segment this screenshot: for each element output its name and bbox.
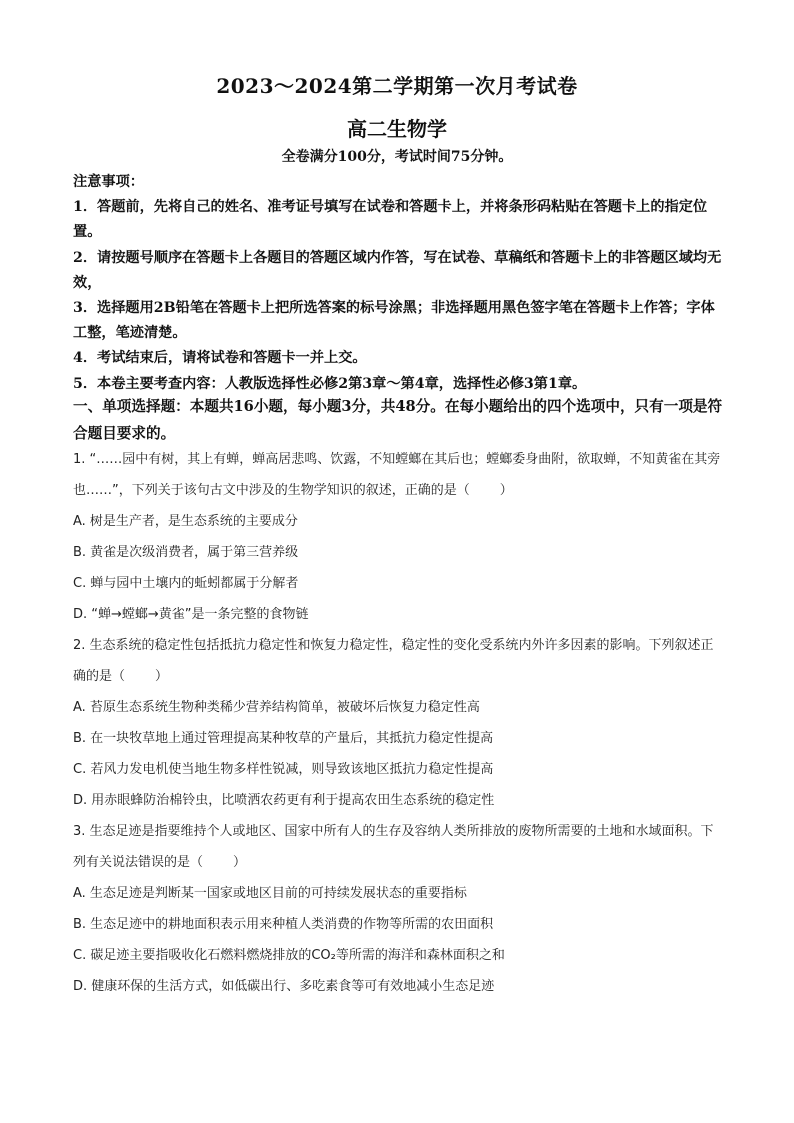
subject-title: 高二生物学	[347, 117, 447, 141]
option-d: D. 健康环保的生活方式，如低碳出行、多吃素食等可有效地减小生态足迹	[73, 979, 495, 994]
note-item: 4．考试结束后，请将试卷和答题卡一并上交。	[73, 350, 367, 367]
option-b: B. 生态足迹中的耕地面积表示用来种植人类消费的作物等所需的农田面积	[73, 917, 494, 932]
note-item: 1．答题前，先将自己的姓名、准考证号填写在试卷和答题卡上，并将条形码粘贴在答题卡上的指定位置。	[73, 199, 708, 241]
option-a: A. 苔原生态系统生物种类稀少营养结构简单，被破坏后恢复力稳定性高	[73, 700, 480, 715]
exam-info: 全卷满分100分，考试时间75分钟。	[281, 149, 513, 165]
question-stem-close: ）	[233, 855, 247, 870]
question-stem	[73, 630, 723, 692]
note-item: 2．请按题号顺序在答题卡上各题目的答题区域内作答，写在试卷、草稿纸和答题卡上的非答题区域均无效，	[73, 249, 722, 291]
question-stem-text: 1. “……园中有树，其上有蝉，蝉高居悲鸣、饮露，不知螳螂在其后也；螳螂委身曲附，欲取蝉，不知黄雀在其旁也……”，下列关于该句古文中涉及的生物学知识的叙述，正确的是（	[73, 452, 721, 498]
question-stem-text: 3. 生态足迹是指要维持个人或地区、国家中所有人的生存及容纳人类所排放的废物所需要的土地和水域面积。下列有关说法错误的是（	[73, 824, 714, 870]
note-item: 3．选择题用2B铅笔在答题卡上把所选答案的标号涂黑；非选择题用黑色签字笔在答题卡上作答；字体工整，笔迹清楚。	[73, 300, 715, 342]
question-stem	[73, 816, 723, 878]
section-heading: 一、单项选择题：本题共16小题，每小题3分，共48分。在每小题给出的四个选项中，只有一项是符合题目要求的。	[73, 398, 723, 442]
question-stem-text: 2. 生态系统的稳定性包括抵抗力稳定性和恢复力稳定性，稳定性的变化受系统内外许多因素的影响。下列叙述正确的是（	[73, 638, 714, 684]
notes-block	[73, 170, 723, 397]
option-a: A. 生态足迹是判断某一国家或地区目前的可持续发展状态的重要指标	[73, 886, 467, 901]
option-c: C. 碳足迹主要指吸收化石燃料燃烧排放的CO₂等所需的海洋和森林面积之和	[73, 948, 505, 963]
option-d: D. 用赤眼蜂防治棉铃虫，比喷洒农药更有利于提高农田生态系统的稳定性	[73, 793, 495, 808]
question-3	[73, 816, 723, 1002]
option-d: D. “蝉→螳螂→黄雀”是一条完整的食物链	[73, 607, 309, 622]
question-stem-close: ）	[499, 483, 513, 498]
option-a: A. 树是生产者，是生态系统的主要成分	[73, 514, 298, 529]
question-1	[73, 444, 723, 630]
question-stem	[73, 444, 723, 506]
question-stem-close: ）	[155, 669, 169, 684]
question-list	[73, 444, 723, 1002]
option-c: C. 若风力发电机使当地生物多样性锐减，则导致该地区抵抗力稳定性提高	[73, 762, 494, 777]
note-item: 5．本卷主要考查内容：人教版选择性必修2第3章～第4章，选择性必修3第1章。	[73, 375, 587, 392]
option-b: B. 在一块牧草地上通过管理提高某种牧草的产量后，其抵抗力稳定性提高	[73, 731, 494, 746]
option-b: B. 黄雀是次级消费者，属于第三营养级	[73, 545, 299, 560]
option-c: C. 蝉与园中土壤内的蚯蚓都属于分解者	[73, 576, 299, 591]
exam-title: 2023～2024第二学期第一次月考试卷	[216, 74, 578, 98]
question-2	[73, 630, 723, 816]
notes-heading: 注意事项：	[73, 174, 144, 190]
